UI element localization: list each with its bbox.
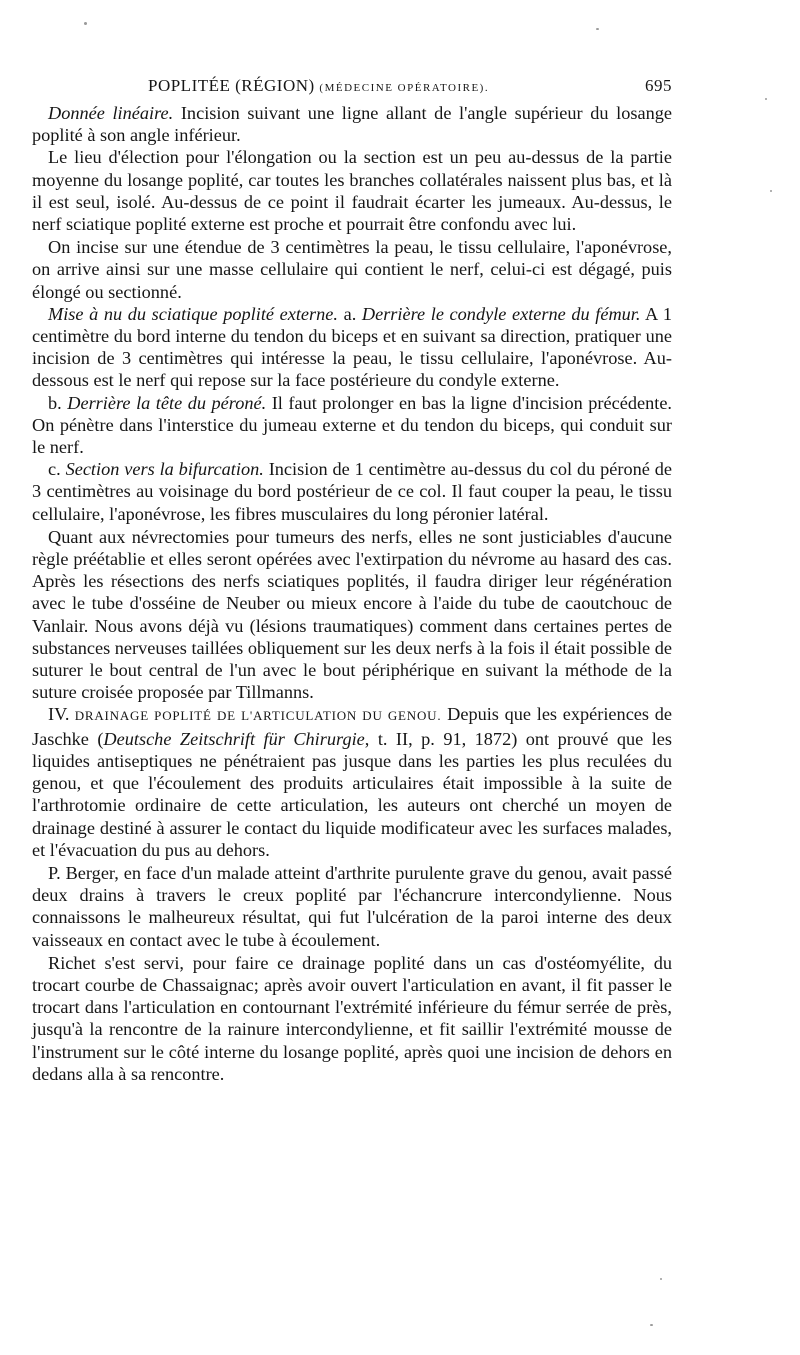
paragraph-text: Incision suivant une ligne allant de l'angle supérieur du losange poplité à son angle inférieur. bbox=[32, 103, 672, 146]
paragraph-lead: Mise à nu du sciatique poplité externe. bbox=[48, 303, 338, 324]
body-text bbox=[32, 102, 672, 1085]
paragraph-tete-perone bbox=[32, 392, 672, 459]
section-heading: DRAINAGE POPLITÉ DE L'ARTICULATION DU GENOU. bbox=[69, 708, 442, 724]
running-header bbox=[32, 76, 672, 96]
paragraph-drainage bbox=[32, 703, 672, 860]
scan-speck bbox=[770, 190, 772, 192]
paragraph-marker: b. bbox=[48, 392, 68, 413]
paragraph-lead: Derrière la tête du péroné. bbox=[67, 392, 267, 413]
paragraph-lieu-election: Le lieu d'élection pour l'élongation ou la section est un peu au-dessus de la partie moyenne du losange poplité, car toutes les branches collatérales naissent plus bas, et là il est seul, isolé. Au-dessus de ce point il faudrait écarter les jumeaux. Au-dessus, le nerf sciatique poplité externe est proche et pourrait être confondu avec lui. bbox=[32, 147, 672, 235]
header-title-main: POPLITÉE (RÉGION) bbox=[148, 76, 315, 95]
paragraph-lead: Section vers la bifurcation. bbox=[65, 459, 264, 480]
scan-speck bbox=[84, 22, 87, 25]
paragraph-lead: Donnée linéaire. bbox=[48, 103, 174, 123]
paragraph-berger: P. Berger, en face d'un malade atteint d'arthrite purulente grave du genou, avait passé deux drains à travers le creux poplité par l'échancrure intercondylienne. Nous connaissons le malheureux résultat, qui fut l'ulcération de la paroi interne des deux vaisseaux en contact avec le tube à écoulement. bbox=[32, 862, 672, 950]
header-title-sub: (MÉDECINE OPÉRATOIRE). bbox=[319, 82, 490, 94]
paragraph-nevrectomies: Quant aux névrectomies pour tumeurs des nerfs, elles ne sont justiciables d'aucune règle préétablie et elles seront opérées avec l'extirpation du névrome au hasard des cas. Après les résections des nerfs sciatiques poplités, il faudra diriger leur régénération avec le tube d'osséine de Neuber ou mieux encore à l'aide du tube de caoutchouc de Vanlair. Nous avons déjà vu (lésions traumatiques) comment dans certaines pertes de substances nerveuses taillées obliquement sur les deux nerfs à la fois il était possible de suturer le bout central de l'un avec le bout périphérique en suivant la méthode de la suture croisée proposée par Tillmanns. bbox=[32, 526, 672, 703]
paragraph-sciatique-externe bbox=[32, 303, 672, 392]
paragraph-text: Incision de 1 centimètre au-dessus du col du péroné de 3 centimètres au voisinage du bord postérieur de ce col. Il faut couper la peau, le tissu cellulaire, l'aponévrose, les fibres musculaires du long péronier latéral. bbox=[32, 459, 672, 524]
paragraph-marker: c. bbox=[48, 459, 66, 480]
scan-speck bbox=[650, 1324, 653, 1326]
paragraph-marker: a. bbox=[337, 303, 362, 324]
paragraph-text: A 1 centimètre du bord interne du tendon du biceps et en suivant sa direction, pratiquer une incision de 3 centimètres qui intéresse la peau, le tissu cellulaire, l'aponévrose. Au-dessous est le nerf qui repose sur la face postérieure du condyle externe. bbox=[32, 303, 672, 391]
citation-title: Deutsche Zeitschrift für Chirurgie bbox=[103, 728, 365, 749]
section-numeral: IV. bbox=[48, 704, 70, 725]
header-title bbox=[148, 76, 489, 96]
paragraph-bifurcation bbox=[32, 458, 672, 525]
paragraph-richet: Richet s'est servi, pour faire ce drainage poplité dans un cas d'ostéomyélite, du trocart courbe de Chassaignac; après avoir ouvert l'articulation en avant, il fit passer le trocart dans l'articulation en contournant l'extrémité inférieure du fémur serrée de près, jusqu'à la rencontre de la rainure intercondylienne, et fit saillir l'extrémité mousse de l'instrument sur le côté interne du losange poplité, après quoi une incision de dehors en dedans alla à sa rencontre. bbox=[32, 952, 672, 1084]
paragraph-donnee-lineaire bbox=[32, 102, 672, 146]
book-page bbox=[32, 76, 672, 1085]
scan-speck bbox=[596, 28, 599, 30]
page-number: 695 bbox=[645, 76, 672, 95]
paragraph-subhead: Derrière le condyle externe du fémur. bbox=[361, 303, 641, 324]
scan-speck bbox=[660, 1278, 662, 1280]
paragraph-incision: On incise sur une étendue de 3 centimètres la peau, le tissu cellulaire, l'aponévrose, on arrive ainsi sur une masse cellulaire qui contient le nerf, celui-ci est dégagé, puis élongé ou sectionné. bbox=[32, 237, 672, 302]
paragraph-text: Depuis que les expériences de Jaschke ( bbox=[32, 704, 672, 749]
paragraph-text: Il faut prolonger en bas la ligne d'incision précédente. On pénètre dans l'interstice du jumeau externe et du tendon du biceps, qui conduit sur le nerf. bbox=[32, 392, 673, 458]
scan-speck bbox=[765, 98, 767, 100]
paragraph-text: , t. II, p. 91, 1872) ont prouvé que les liquides antiseptiques ne pénétraient pas jusque dans les parties les plus reculées du genou, et que l'écoulement des produits articulaires était impossible à la suite de l'arthrotomie ordinaire de cette articulation, les auteurs ont cherché un moyen de drainage destiné à assurer le contact du liquide modificateur avec les surfaces malades, et l'évacuation du pus au dehors. bbox=[32, 728, 673, 860]
